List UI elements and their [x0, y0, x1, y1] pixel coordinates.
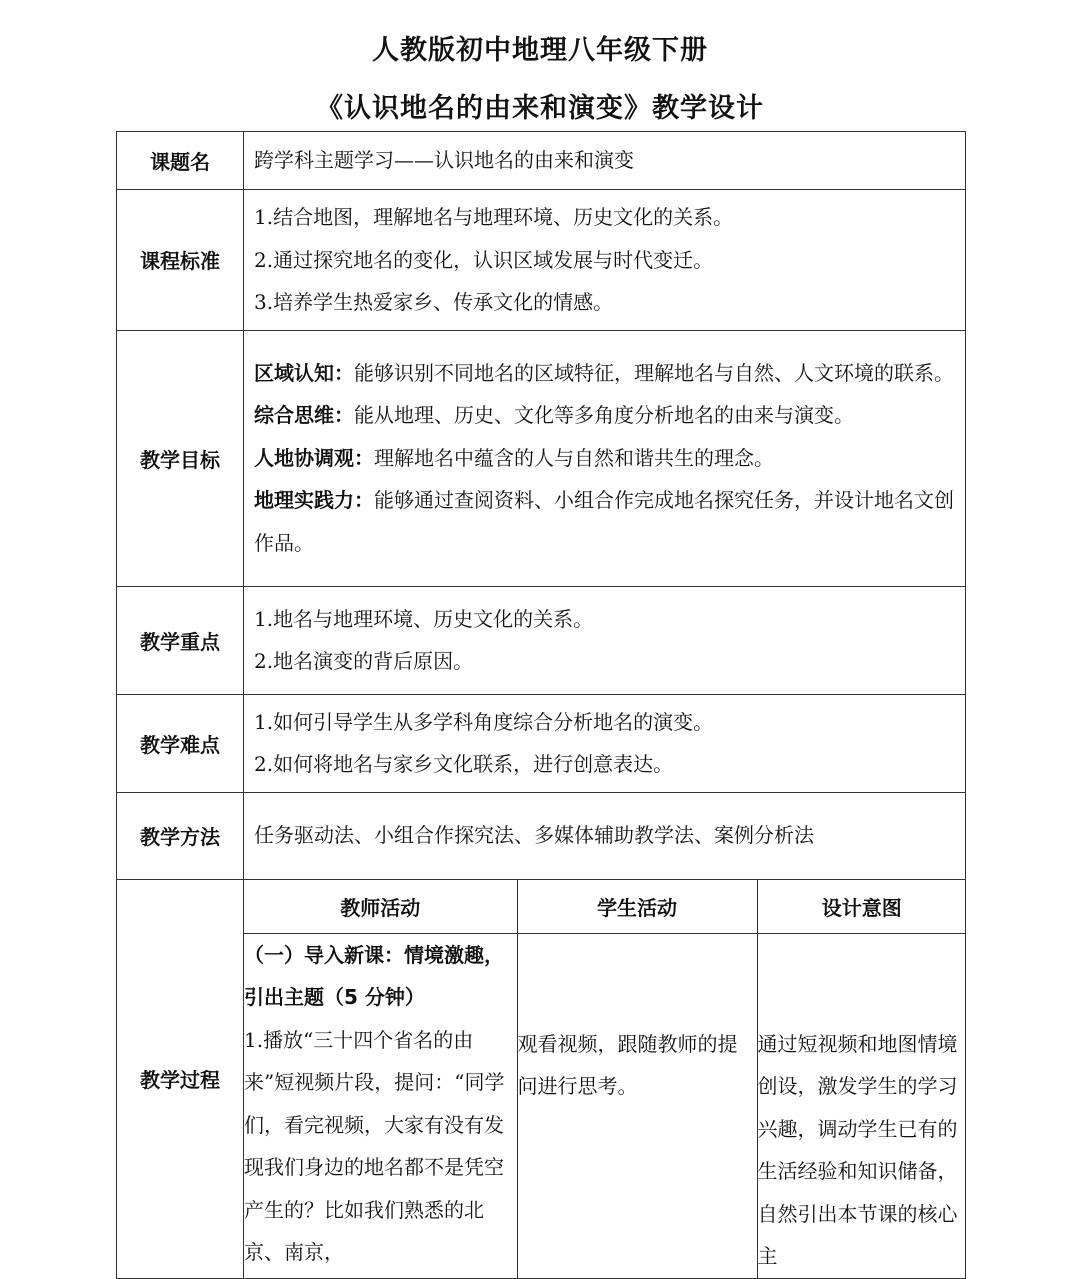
objective-item: [254, 352, 955, 395]
document-title-line2: 《认识地名的由来和演变》教学设计: [316, 93, 764, 124]
key-point-item: 1.地名与地理环境、历史文化的关系。: [254, 606, 594, 631]
process-header-row: [244, 880, 966, 934]
row-topic: [117, 132, 966, 190]
row-key-points: [117, 586, 966, 694]
value-topic: [244, 132, 966, 190]
document-title-line1: 人教版初中地理八年级下册: [372, 35, 708, 66]
row-process: [117, 879, 966, 1278]
row-objectives: [117, 330, 966, 586]
design-intent-text: 通过短视频和地图情境创设，激发学生的学习兴趣，调动学生已有的生活经验和知识储备，自然引出本节课的核心主: [757, 1031, 958, 1268]
value-standards: [244, 190, 966, 331]
objective-item: [254, 479, 955, 564]
methods-text: 任务驱动法、小组合作探究法、多媒体辅助教学法、案例分析法: [254, 823, 814, 848]
design-intent-cell: [757, 933, 966, 1278]
teacher-activity-text: 1.播放“三十四个省名的由来”短视频片段，提问：“同学们，看完视频，大家有没有发现我们身边的地名都不是凭空产生的？比如我们熟悉的北京、南京，: [244, 1027, 505, 1264]
objective-text: 能从地理、历史、文化等多角度分析地名的由来与演变。: [354, 403, 854, 428]
objective-item: [254, 394, 955, 437]
section-title: （一）导入新课：情境激趣，引出主题（5 分钟）: [244, 942, 504, 1009]
label-process: 教学过程: [117, 879, 244, 1278]
header-student-activity: 学生活动: [517, 880, 757, 934]
key-point-item: 2.地名演变的背后原因。: [254, 649, 474, 673]
objective-text: 理解地名中蕴含的人与自然和谐共生的理念。: [374, 445, 774, 470]
objective-key: 区域认知：: [254, 360, 354, 385]
difficulty-item: 2.如何将地名与家乡文化联系，进行创意表达。: [254, 752, 674, 776]
objective-text: 能够通过查阅资料、小组合作完成地名探究任务，并设计地名文创作品。: [254, 488, 954, 555]
objective-key: 综合思维：: [254, 403, 354, 428]
lesson-plan-table: [116, 131, 966, 1279]
label-difficulties: 教学难点: [117, 694, 244, 792]
objective-key: 地理实践力：: [254, 488, 374, 513]
standard-item: 3.培养学生热爱家乡、传承文化的情感。: [254, 290, 614, 314]
value-methods: [244, 792, 966, 879]
label-methods: 教学方法: [117, 792, 244, 879]
row-difficulties: [117, 694, 966, 792]
standard-item: 2.通过探究地名的变化，认识区域发展与时代变迁。: [254, 247, 714, 272]
student-activity-text: 观看视频，跟随教师的提问进行思考。: [517, 1031, 738, 1098]
objective-item: [254, 437, 955, 480]
topic-text: 跨学科主题学习——认识地名的由来和演变: [254, 148, 634, 173]
objective-text: 能够识别不同地名的区域特征，理解地名与自然、人文环境的联系。: [354, 360, 954, 385]
value-objectives: [244, 330, 966, 586]
header-teacher-activity: 教师活动: [244, 880, 517, 934]
row-methods: [117, 792, 966, 879]
standard-item: 1.结合地图，理解地名与地理环境、历史文化的关系。: [254, 205, 734, 229]
label-key-points: 教学重点: [117, 586, 244, 694]
process-body-row: [244, 933, 966, 1278]
process-table: [244, 880, 966, 1278]
row-standards: [117, 190, 966, 331]
student-activity-cell: [517, 933, 757, 1278]
difficulty-item: 1.如何引导学生从多学科角度综合分析地名的演变。: [254, 709, 714, 734]
value-difficulties: [244, 694, 966, 792]
header-design-intent: 设计意图: [757, 880, 966, 934]
label-objectives: 教学目标: [117, 330, 244, 586]
objective-key: 人地协调观：: [254, 445, 374, 470]
value-process: [244, 879, 966, 1278]
label-topic: 课题名: [117, 132, 244, 190]
teacher-activity-cell: [244, 933, 517, 1278]
label-standards: 课程标准: [117, 190, 244, 331]
value-key-points: [244, 586, 966, 694]
